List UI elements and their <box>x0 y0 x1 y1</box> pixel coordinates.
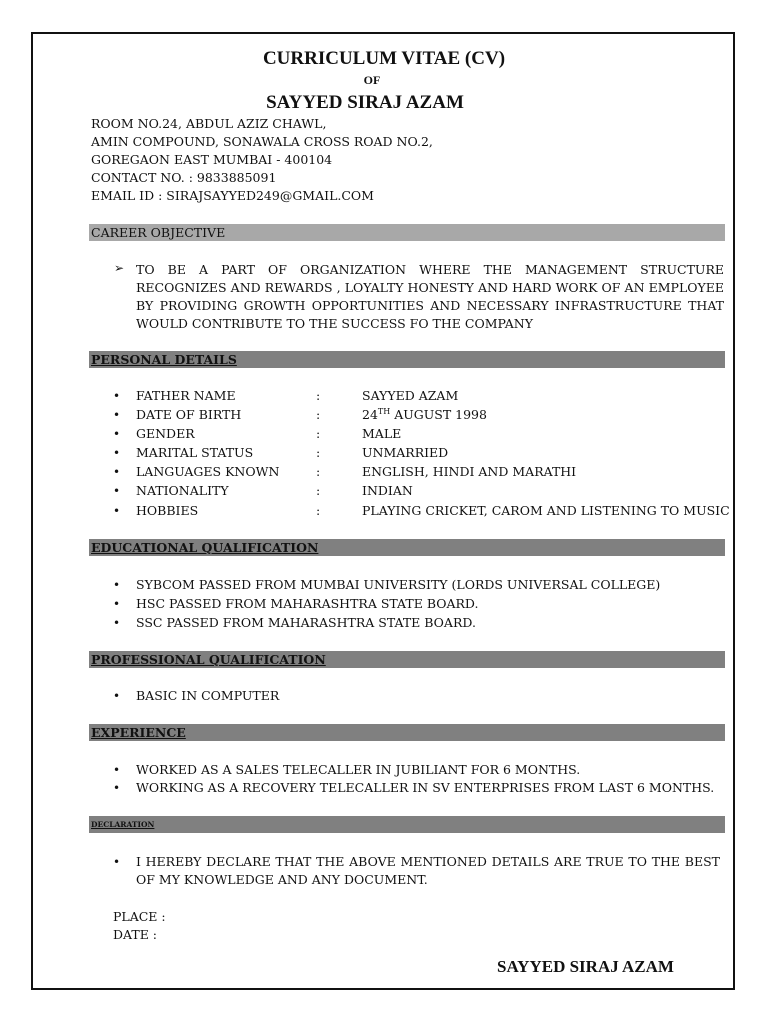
detail-separator: : <box>316 464 321 479</box>
bullet-icon: • <box>113 578 121 592</box>
detail-key: GENDER <box>136 426 195 441</box>
bullet-icon: • <box>113 616 121 630</box>
professional-heading <box>89 651 725 668</box>
contact-number: CONTACT NO. : 9833885091 <box>91 170 277 185</box>
place-label: PLACE : <box>113 909 166 924</box>
detail-value: INDIAN <box>362 483 413 498</box>
detail-value: MALE <box>362 426 402 441</box>
detail-key: FATHER NAME <box>136 388 236 403</box>
detail-value: UNMARRIED <box>362 445 449 460</box>
declaration-heading <box>89 816 725 833</box>
address-line-1: ROOM NO.24, ABDUL AZIZ CHAWL, <box>91 116 327 131</box>
bullet-icon: • <box>113 427 121 441</box>
dob-day: 24 <box>362 407 378 422</box>
detail-value: SAYYED AZAM <box>362 388 459 403</box>
detail-separator: : <box>316 503 321 518</box>
personal-details-heading-text: PERSONAL DETAILS <box>91 352 237 367</box>
list-item: WORKED AS A SALES TELECALLER IN JUBILIANT FOR 6 MONTHS. <box>136 762 581 777</box>
bullet-icon: • <box>113 446 121 460</box>
detail-key: LANGUAGES KNOWN <box>136 464 280 479</box>
dob-month-year: AUGUST 1998 <box>390 407 487 422</box>
bullet-icon: • <box>113 597 121 611</box>
bullet-icon: • <box>113 389 121 403</box>
bullet-icon: • <box>113 504 121 518</box>
detail-separator: : <box>316 445 321 460</box>
declaration-text: I HEREBY DECLARE THAT THE ABOVE MENTIONED DETAILS ARE TRUE TO THE BEST OF MY KNOWLEDGE AND ANY DOCUMENT. <box>136 854 720 887</box>
list-item: HSC PASSED FROM MAHARASHTRA STATE BOARD. <box>136 596 479 611</box>
dob-day-suffix: TH <box>377 406 391 416</box>
cv-of: OF <box>363 73 381 87</box>
cv-name: SAYYED SIRAJ AZAM <box>266 92 464 113</box>
signature-name: SAYYED SIRAJ AZAM <box>497 957 674 976</box>
detail-value: ENGLISH, HINDI AND MARATHI <box>362 464 577 479</box>
career-objective-text: TO BE A PART OF ORGANIZATION WHERE THE MANAGEMENT STRUCTURE RECOGNIZES AND REWARDS , LOYALTY HONESTY AND HARD WORK OF AN EMPLOYEE BY PROVIDING GROWTH OPPORTUNITIES AND NECESSARY INFRASTRUCTURE THAT WOULD CONTRIBUTE TO THE SUCCESS FO THE COMPANY <box>136 262 724 331</box>
personal-details-heading <box>89 351 725 368</box>
list-item: BASIC IN COMPUTER <box>136 688 280 703</box>
education-heading <box>89 539 725 556</box>
bullet-icon: • <box>113 408 121 422</box>
bullet-icon: • <box>113 484 121 498</box>
detail-separator: : <box>316 483 321 498</box>
detail-value <box>362 406 487 424</box>
detail-key: NATIONALITY <box>136 483 229 498</box>
bullet-icon: • <box>113 465 121 479</box>
career-objective-heading <box>89 224 725 241</box>
career-objective-heading-text: CAREER OBJECTIVE <box>91 225 226 240</box>
detail-key: DATE OF BIRTH <box>136 407 242 422</box>
detail-value: PLAYING CRICKET, CAROM AND LISTENING TO MUSIC <box>362 503 730 518</box>
detail-separator: : <box>316 388 321 403</box>
bullet-icon: • <box>113 689 121 703</box>
education-heading-text: EDUCATIONAL QUALIFICATION <box>91 540 319 555</box>
detail-separator: : <box>316 407 321 422</box>
experience-heading <box>89 724 725 741</box>
bullet-icon: • <box>113 763 121 777</box>
address-line-2: AMIN COMPOUND, SONAWALA CROSS ROAD NO.2, <box>91 134 433 149</box>
list-item: SYBCOM PASSED FROM MUMBAI UNIVERSITY (LORDS UNIVERSAL COLLEGE) <box>136 577 661 592</box>
list-item: WORKING AS A RECOVERY TELECALLER IN SV ENTERPRISES FROM LAST 6 MONTHS. <box>136 780 715 795</box>
arrow-bullet-icon: ➢ <box>114 261 125 275</box>
detail-separator: : <box>316 426 321 441</box>
address-line-3: GOREGAON EAST MUMBAI - 400104 <box>91 152 333 167</box>
detail-key: MARITAL STATUS <box>136 445 254 460</box>
list-item: SSC PASSED FROM MAHARASHTRA STATE BOARD. <box>136 615 476 630</box>
detail-key: HOBBIES <box>136 503 199 518</box>
declaration-heading-text: DECLARATION <box>91 820 155 829</box>
professional-heading-text: PROFESSIONAL QUALIFICATION <box>91 652 326 667</box>
bullet-icon: • <box>113 781 121 795</box>
date-label: DATE : <box>113 927 158 942</box>
experience-heading-text: EXPERIENCE <box>91 725 186 740</box>
bullet-icon: • <box>113 855 121 869</box>
email-id: EMAIL ID : SIRAJSAYYED249@GMAIL.COM <box>91 188 374 203</box>
cv-title: CURRICULUM VITAE (CV) <box>262 48 506 69</box>
